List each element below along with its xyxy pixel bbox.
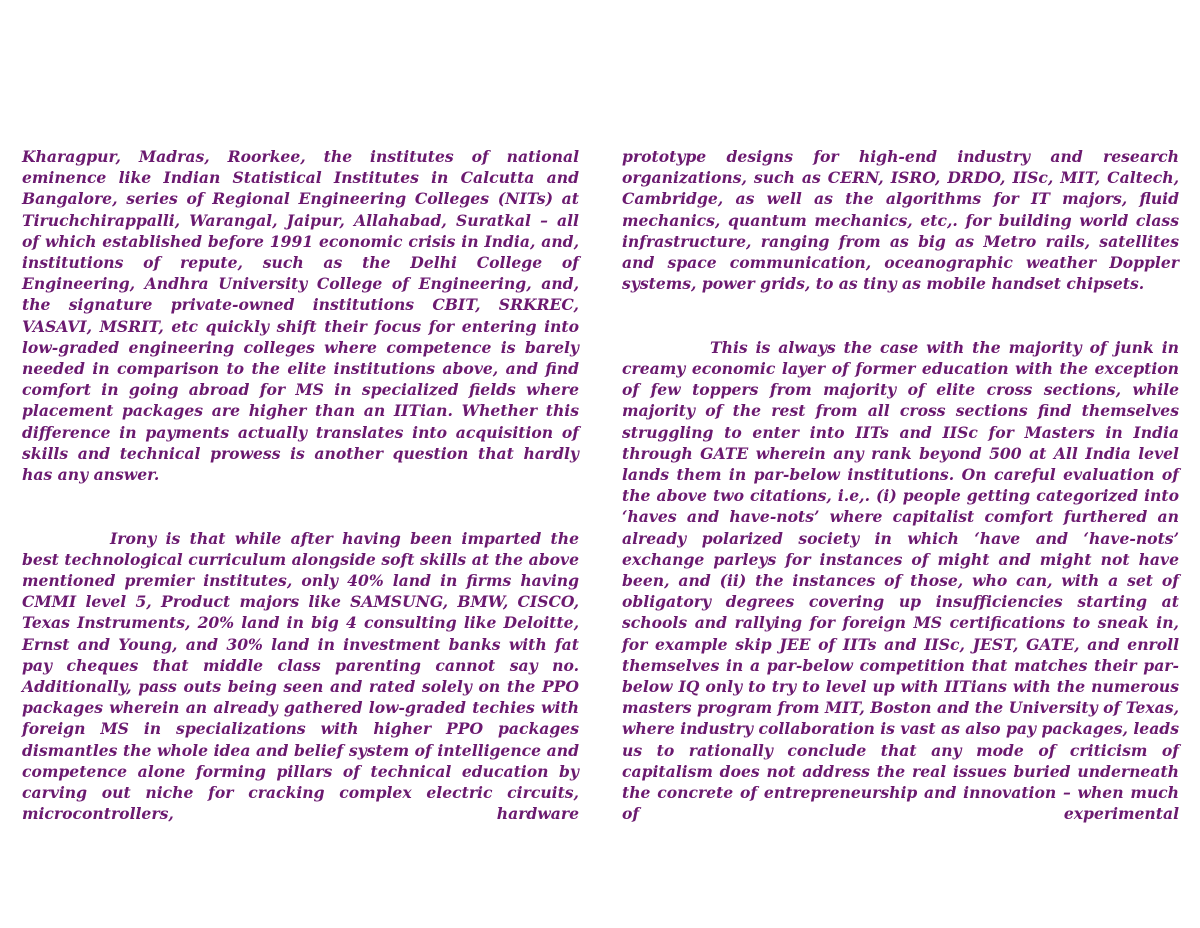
right-text-column [622, 146, 1179, 824]
left-text-column [22, 146, 579, 824]
left-paragraph-2: Irony is that while after having been imparted the best technological curriculum alongside soft skills at the above mentioned premier institutes, only 40% land in firms having CMMI level 5, Product majors like SAMSUNG, BMW, CISCO, Texas Instruments, 20% land in big 4 consulting like Deloitte, Ernst and Young, and 30% land in investment banks with fat pay cheques that middle class parenting cannot say no. Additionally, pass outs being seen and rated solely on the PPO packages wherein an already gathered low-graded techies with foreign MS in specializations with higher PPO packages dismantles the whole idea and belief system of intelligence and competence alone forming pillars of technical education by carving out niche for cracking complex electric circuits, microcontrollers, hardware [22, 528, 579, 824]
right-paragraph-1: prototype designs for high-end industry and research organizations, such as CERN, ISRO, DRDO, IISc, MIT, Caltech, Cambridge, as well as the algorithms for IT majors, fluid mechanics, quantum mechanics, etc,. for building world class infrastructure, ranging from as big as Metro rails, satellites and space communication, oceanographic weather Doppler systems, power grids, to as tiny as mobile handset chipsets. [622, 147, 1179, 294]
right-paragraph-2: This is always the case with the majority of junk in creamy economic layer of former education with the exception of few toppers from majority of elite cross sections, while majority of the rest from all cross sections find themselves struggling to enter into IITs and IISc for Masters in India through GATE wherein any rank beyond 500 at All India level lands them in par-below institutions. On careful evaluation of the above two citations, i.e,. (i) people getting categorized into ‘haves and have-nots’ where capitalist comfort furthered an already polarized society in which ‘have and ‘have-nots’ exchange parleys for instances of might and might not have been, and (ii) the instances of those, who can, with a set of obligatory degrees covering up insufficiencies starting at schools and rallying for foreign MS certifications to sneak in, for example skip JEE of IITs and IISc, JEST, GATE, and enroll themselves in a par-below competition that matches their par-below IQ only to try to level up with IITians with the numerous masters program from MIT, Boston and the University of Texas, where industry collaboration is vast as also pay packages, leads us to rationally conclude that any mode of criticism of capitalism does not address the real issues buried underneath the concrete of entrepreneurship and innovation – when much of experimental [622, 337, 1179, 824]
left-paragraph-1: Kharagpur, Madras, Roorkee, the institutes of national eminence like Indian Statistical Institutes in Calcutta and Bangalore, series of Regional Engineering Colleges (NITs) at Tiruchchirappalli, Warangal, Jaipur, Allahabad, Suratkal – all of which established before 1991 economic crisis in India, and, institutions of repute, such as the Delhi College of Engineering, Andhra University College of Engineering, and, the signature private-owned institutions CBIT, SRKREC, VASAVI, MSRIT, etc quickly shift their focus for entering into low-graded engineering colleges where competence is barely needed in comparison to the elite institutions above, and find comfort in going abroad for MS in specialized fields where placement packages are higher than an IITian. Whether this difference in payments actually translates into acquisition of skills and technical prowess is another question that hardly has any answer. [22, 147, 579, 485]
